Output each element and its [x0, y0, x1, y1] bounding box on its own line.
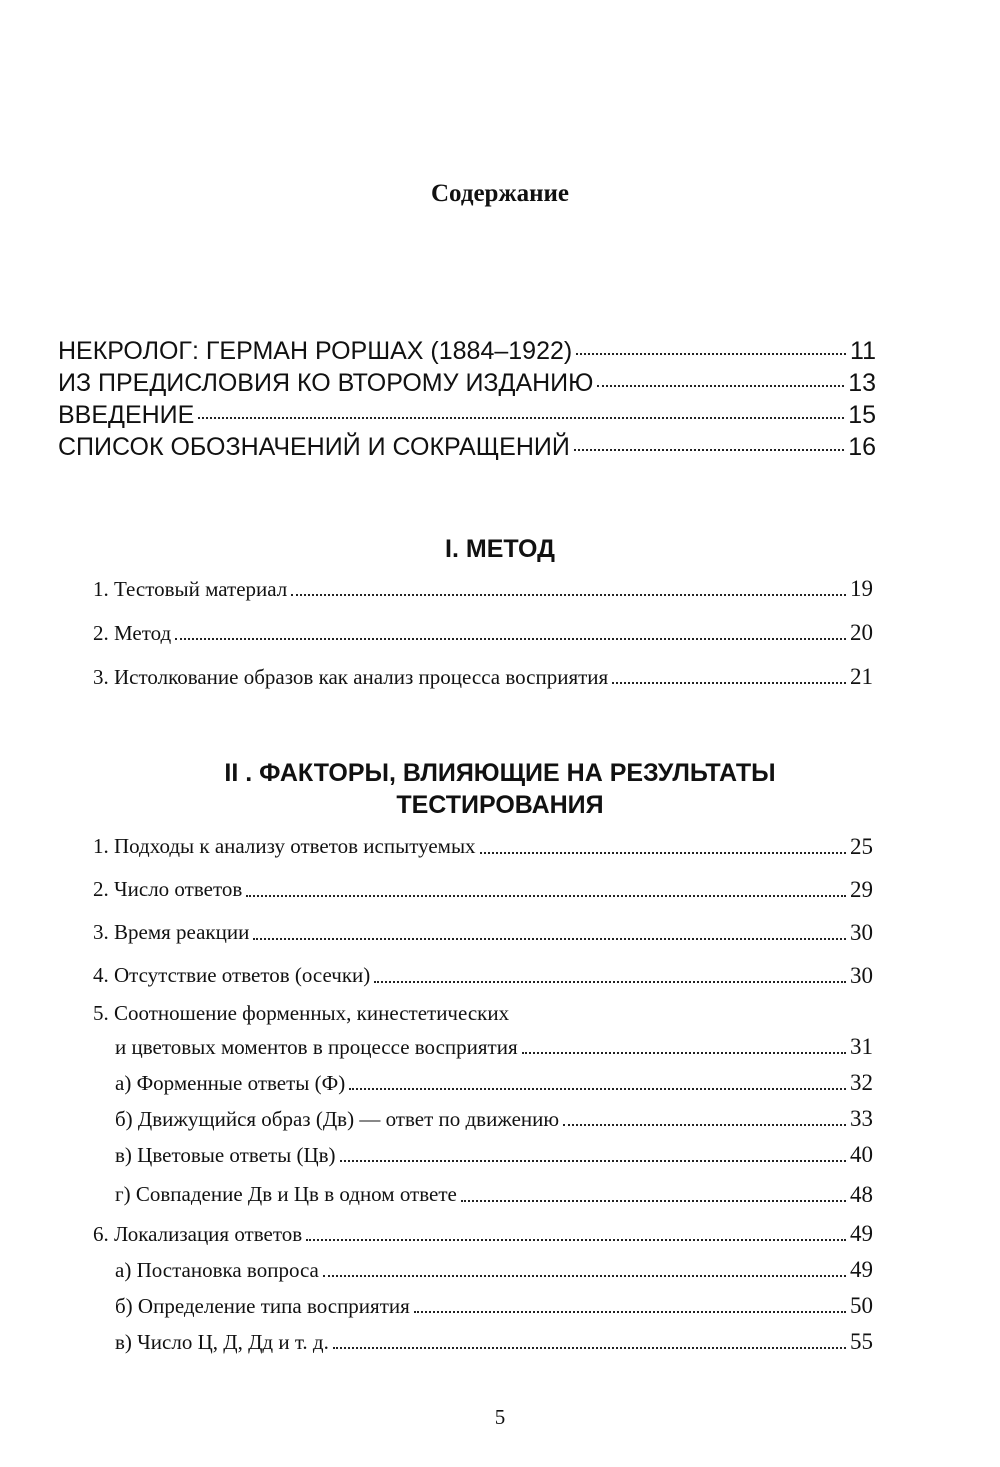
leader-dots [246, 895, 846, 897]
toc-subentry[interactable] [93, 1101, 873, 1137]
toc-entry-label: 4. Отсутствие ответов (осечки) [93, 963, 371, 987]
leader-dots [198, 417, 844, 419]
toc-entry-label: 3. Время реакции [93, 920, 250, 944]
toc-entry[interactable] [93, 911, 873, 954]
toc-entry-page: 49 [850, 1221, 873, 1246]
section-2-heading-line-2: ТЕСТИРОВАНИЯ [396, 791, 604, 819]
toc-entry-label: 1. Тестовый материал [93, 576, 288, 601]
toc-entry[interactable] [93, 1216, 873, 1252]
toc-entry[interactable] [93, 567, 873, 611]
toc-entry[interactable] [93, 1029, 873, 1065]
toc-entry-page: 19 [850, 576, 873, 601]
toc-subentry[interactable] [93, 1252, 873, 1288]
toc-subentry[interactable] [93, 1137, 873, 1173]
toc-entry-page: 30 [850, 962, 873, 988]
toc-entry-page: 32 [850, 1070, 873, 1095]
front-matter-list [58, 337, 876, 465]
toc-entry[interactable] [58, 433, 876, 465]
toc-entry-label: 2. Число ответов [93, 877, 243, 901]
leader-dots [349, 1088, 846, 1090]
toc-entry-page: 30 [850, 919, 873, 945]
leader-dots [175, 638, 846, 640]
toc-entry-label: б) Движущийся образ (Дв) — ответ по движению [115, 1106, 560, 1131]
leader-dots [414, 1311, 846, 1313]
leader-dots [253, 938, 846, 940]
section-2-list [93, 825, 873, 1360]
toc-entry[interactable] [58, 337, 876, 369]
toc-entry-page: 20 [850, 620, 873, 645]
toc-entry-page: 29 [850, 876, 873, 902]
toc-entry-label: 2. Метод [93, 620, 172, 645]
toc-entry-page: 49 [850, 1257, 873, 1282]
toc-subentry[interactable] [93, 1324, 873, 1360]
leader-dots [306, 1239, 846, 1241]
toc-entry-label: г) Совпадение Дв и Цв в одном ответе [115, 1182, 457, 1206]
leader-dots [323, 1275, 846, 1277]
toc-entry-label: и цветовых моментов в процессе восприятия [115, 1034, 518, 1059]
toc-entry[interactable] [93, 954, 873, 997]
toc-entry[interactable] [93, 655, 873, 699]
toc-entry[interactable] [93, 825, 873, 868]
toc-subentry[interactable] [93, 1065, 873, 1101]
leader-dots [374, 981, 846, 983]
toc-entry-label: СПИСОК ОБОЗНАЧЕНИЙ И СОКРАЩЕНИЙ [58, 433, 570, 461]
toc-entry-label: а) Форменные ответы (Ф) [115, 1070, 346, 1095]
leader-dots [522, 1052, 846, 1054]
section-2-heading [0, 757, 1000, 821]
toc-entry-page: 50 [850, 1293, 873, 1318]
page-number: 5 [494, 1405, 506, 1429]
toc-entry-page: 25 [850, 833, 873, 859]
section-2-heading-line-1: II . ФАКТОРЫ, ВЛИЯЮЩИЕ НА РЕЗУЛЬТАТЫ [224, 759, 776, 787]
leader-dots [597, 385, 844, 387]
toc-subentry[interactable] [93, 1173, 873, 1216]
toc-entry-page: 55 [850, 1329, 873, 1354]
page-title: Содержание [430, 180, 569, 207]
toc-entry-page: 33 [850, 1106, 873, 1131]
toc-entry-page: 48 [850, 1181, 873, 1207]
leader-dots [612, 682, 846, 684]
toc-entry[interactable] [93, 868, 873, 911]
toc-entry-item-5-line-1[interactable]: 5. Соотношение форменных, кинестетических [93, 1001, 510, 1025]
toc-entry-label: 3. Истолкование образов как анализ процесса восприятия [93, 664, 609, 689]
leader-dots [291, 594, 846, 596]
leader-dots [461, 1200, 846, 1202]
toc-entry-page: 31 [850, 1034, 873, 1059]
leader-dots [333, 1347, 846, 1349]
toc-entry-page: 40 [850, 1142, 873, 1167]
leader-dots [563, 1124, 846, 1126]
toc-entry-label: в) Цветовые ответы (Цв) [115, 1142, 336, 1167]
toc-entry[interactable] [58, 369, 876, 401]
toc-entry-label: б) Определение типа восприятия [115, 1293, 410, 1318]
leader-dots [480, 852, 846, 854]
toc-entry-page: 11 [850, 337, 876, 365]
leader-dots [574, 449, 844, 451]
toc-subentry[interactable] [93, 1288, 873, 1324]
toc-entry-label: ВВЕДЕНИЕ [58, 401, 195, 429]
toc-entry-label: ИЗ ПРЕДИСЛОВИЯ КО ВТОРОМУ ИЗДАНИЮ [58, 369, 594, 397]
toc-entry-label: в) Число Ц, Д, Дд и т. д. [115, 1329, 329, 1354]
toc-entry-label: 1. Подходы к анализу ответов испытуемых [93, 834, 476, 858]
toc-entry-page: 13 [848, 369, 876, 397]
toc-entry-label: 6. Локализация ответов [93, 1221, 303, 1246]
toc-entry-page: 21 [850, 664, 873, 689]
section-1-heading: I. МЕТОД [445, 535, 555, 563]
toc-entry[interactable] [93, 611, 873, 655]
toc-entry[interactable] [58, 401, 876, 433]
toc-entry-label: НЕКРОЛОГ: ГЕРМАН РОРШАХ (1884–1922) [58, 337, 573, 365]
leader-dots [576, 353, 846, 355]
toc-entry-page: 15 [848, 401, 876, 429]
leader-dots [340, 1160, 846, 1162]
toc-entry-label: а) Постановка вопроса [115, 1257, 319, 1282]
toc-entry-page: 16 [848, 433, 876, 461]
section-1-list [93, 567, 873, 699]
